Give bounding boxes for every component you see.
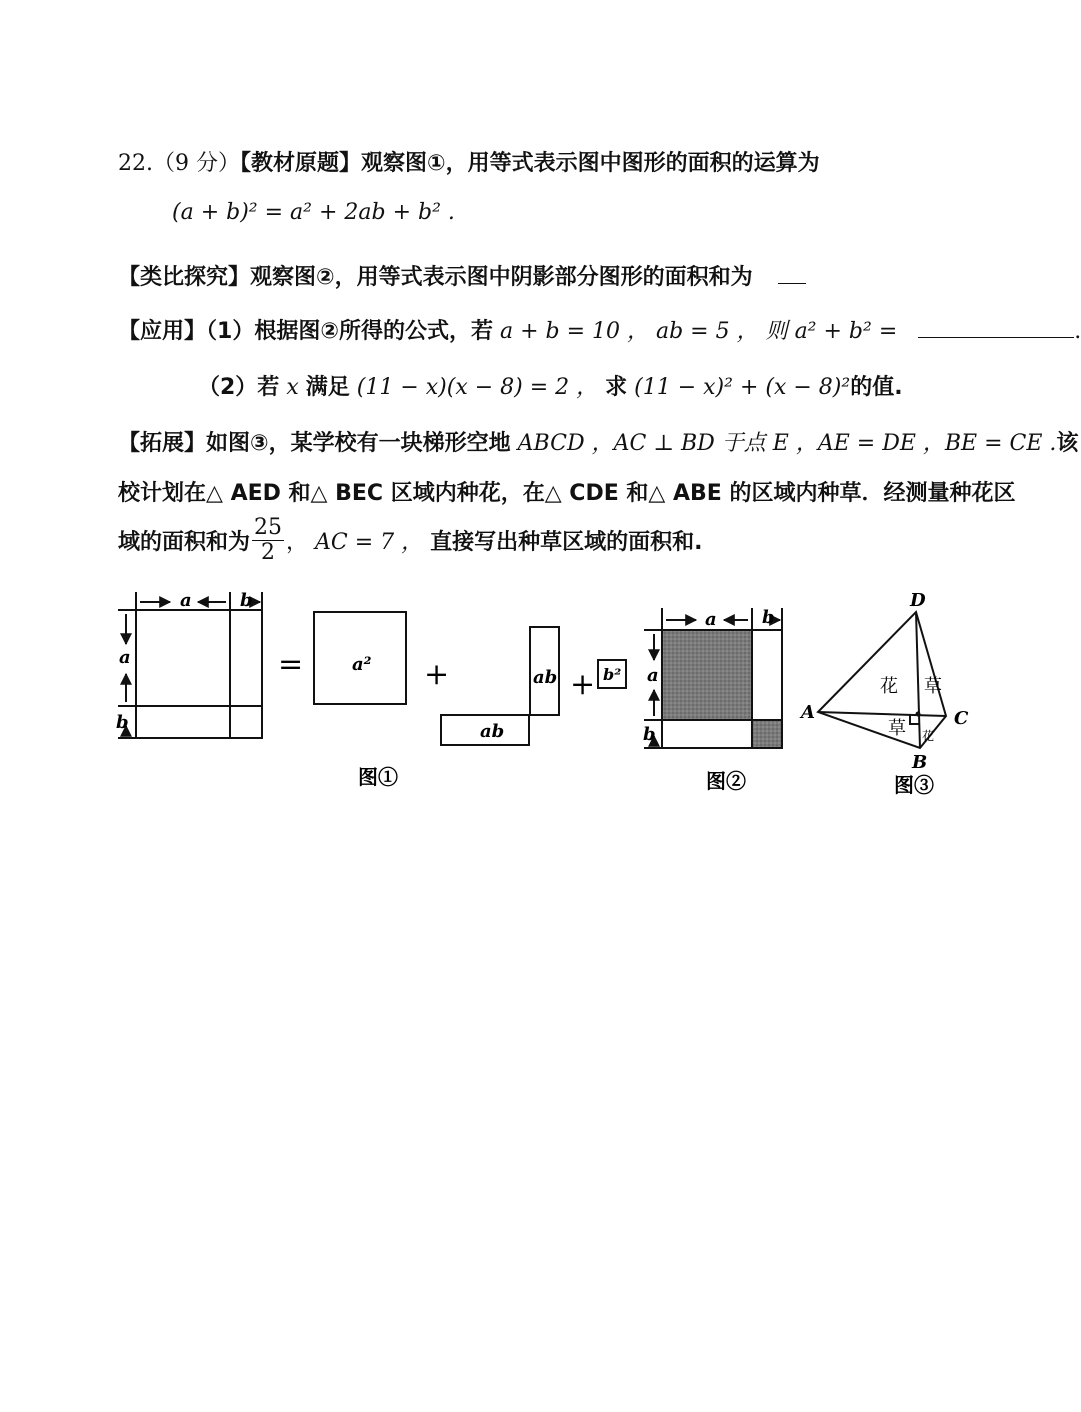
- line4-text: （1）根据图②所得的公式，若: [206, 319, 493, 344]
- fraction-numerator: 25: [254, 515, 283, 540]
- fraction-denominator: 2: [261, 540, 276, 566]
- fig2-label-b-top: b: [762, 607, 775, 628]
- line5-text-a: （2）若: [198, 375, 280, 400]
- line4-formula: a + b = 10 ， ab = 5 ， 则 a² + b² =: [499, 319, 898, 344]
- fig3-diagonal-BD: [916, 612, 920, 748]
- line6-formula: ABCD ，AC ⊥ BD 于点 E ，AE = DE ，BE = CE .: [517, 431, 1057, 456]
- fig2-shaded-b2: [752, 720, 782, 748]
- label-b2: b²: [603, 665, 622, 684]
- identity-formula: (a + b)² = a² + 2ab + b² .: [172, 200, 455, 225]
- problem-number: 22.: [118, 151, 153, 176]
- fig1-caption: 图①: [358, 765, 398, 789]
- figure-1: [118, 592, 262, 738]
- fig3-label-D: D: [910, 590, 926, 611]
- plus-sign-1: +: [424, 657, 450, 692]
- fig3-label-flower: 花: [880, 676, 898, 697]
- line5-formula: (11 − x)(x − 8) = 2 ，: [356, 375, 599, 400]
- tag-extend: 【拓展】: [118, 431, 207, 456]
- problem-score: （9 分）: [153, 151, 240, 176]
- fig2-label-a-top: a: [705, 609, 717, 630]
- fig3-point-E: [916, 712, 921, 717]
- fig1-label-b-top: b: [240, 590, 253, 611]
- line3-text: 观察图②，用等式表示图中阴影部分图形的面积和为: [250, 265, 753, 290]
- line8-formula: AC = 7 ，: [315, 530, 424, 556]
- line5-text-d: 的值.: [850, 375, 903, 400]
- tag-original-problem: 【教材原题】: [240, 151, 362, 176]
- equals-sign: =: [278, 647, 304, 682]
- line5-formula-b: (11 − x)² + (x − 8)²: [634, 375, 851, 400]
- fig2-label-b-left: b: [643, 724, 656, 745]
- line6-text: 如图③，某学校有一块梯形空地: [206, 431, 511, 456]
- fig1-outer-square: [136, 610, 262, 738]
- line8-comma: ，: [286, 530, 309, 556]
- fig1-label-a-left: a: [119, 647, 131, 668]
- plus-sign-2: +: [570, 667, 596, 702]
- fig2-label-a-left: a: [647, 665, 659, 686]
- fig1-label-a-top: a: [180, 590, 192, 611]
- fig3-label-A: A: [801, 702, 815, 723]
- fig3-label-C: C: [954, 708, 969, 729]
- tag-apply: 【应用】: [118, 319, 207, 344]
- label-ab-horizontal: ab: [480, 721, 505, 742]
- fig2-caption: 图②: [706, 769, 746, 793]
- label-ab-vertical: ab: [533, 667, 558, 688]
- line1-text: 观察图①，用等式表示图中图形的面积的运算为: [361, 151, 820, 176]
- fig1-label-b-left: b: [116, 712, 129, 733]
- fig3-caption: 图③: [894, 773, 934, 797]
- line8-text-a: 域的面积和为: [118, 530, 251, 556]
- problem-line-4: 【应用】（1）根据图②所得的公式，若 a + b = 10 ， ab = 5 ， 则 a² + b² = .: [118, 319, 1081, 344]
- fig3-label-grass-bottom: 草: [888, 718, 906, 739]
- line5-x: x: [286, 375, 299, 400]
- label-a2: a²: [352, 654, 372, 675]
- fig3-label-B: B: [912, 752, 928, 773]
- fig3-diagonal-AC: [818, 712, 946, 716]
- fig2-shaded-a2: [662, 630, 752, 720]
- line8-text-c: 直接写出种草区域的面积和.: [430, 530, 703, 556]
- fig3-label-flower-bottom: 花: [922, 729, 935, 743]
- line5-text-b: 满足: [305, 375, 350, 400]
- line6-tail: 该: [1056, 431, 1079, 456]
- line5-text-c: 求: [605, 375, 628, 400]
- fig3-label-grass-top: 草: [924, 676, 942, 697]
- tag-analogy: 【类比探究】: [118, 265, 251, 290]
- line7-text: 校计划在△ AED 和△ BEC 区域内种花，在△ CDE 和△ ABE 的区域内种草．经测量种花区: [118, 481, 1016, 506]
